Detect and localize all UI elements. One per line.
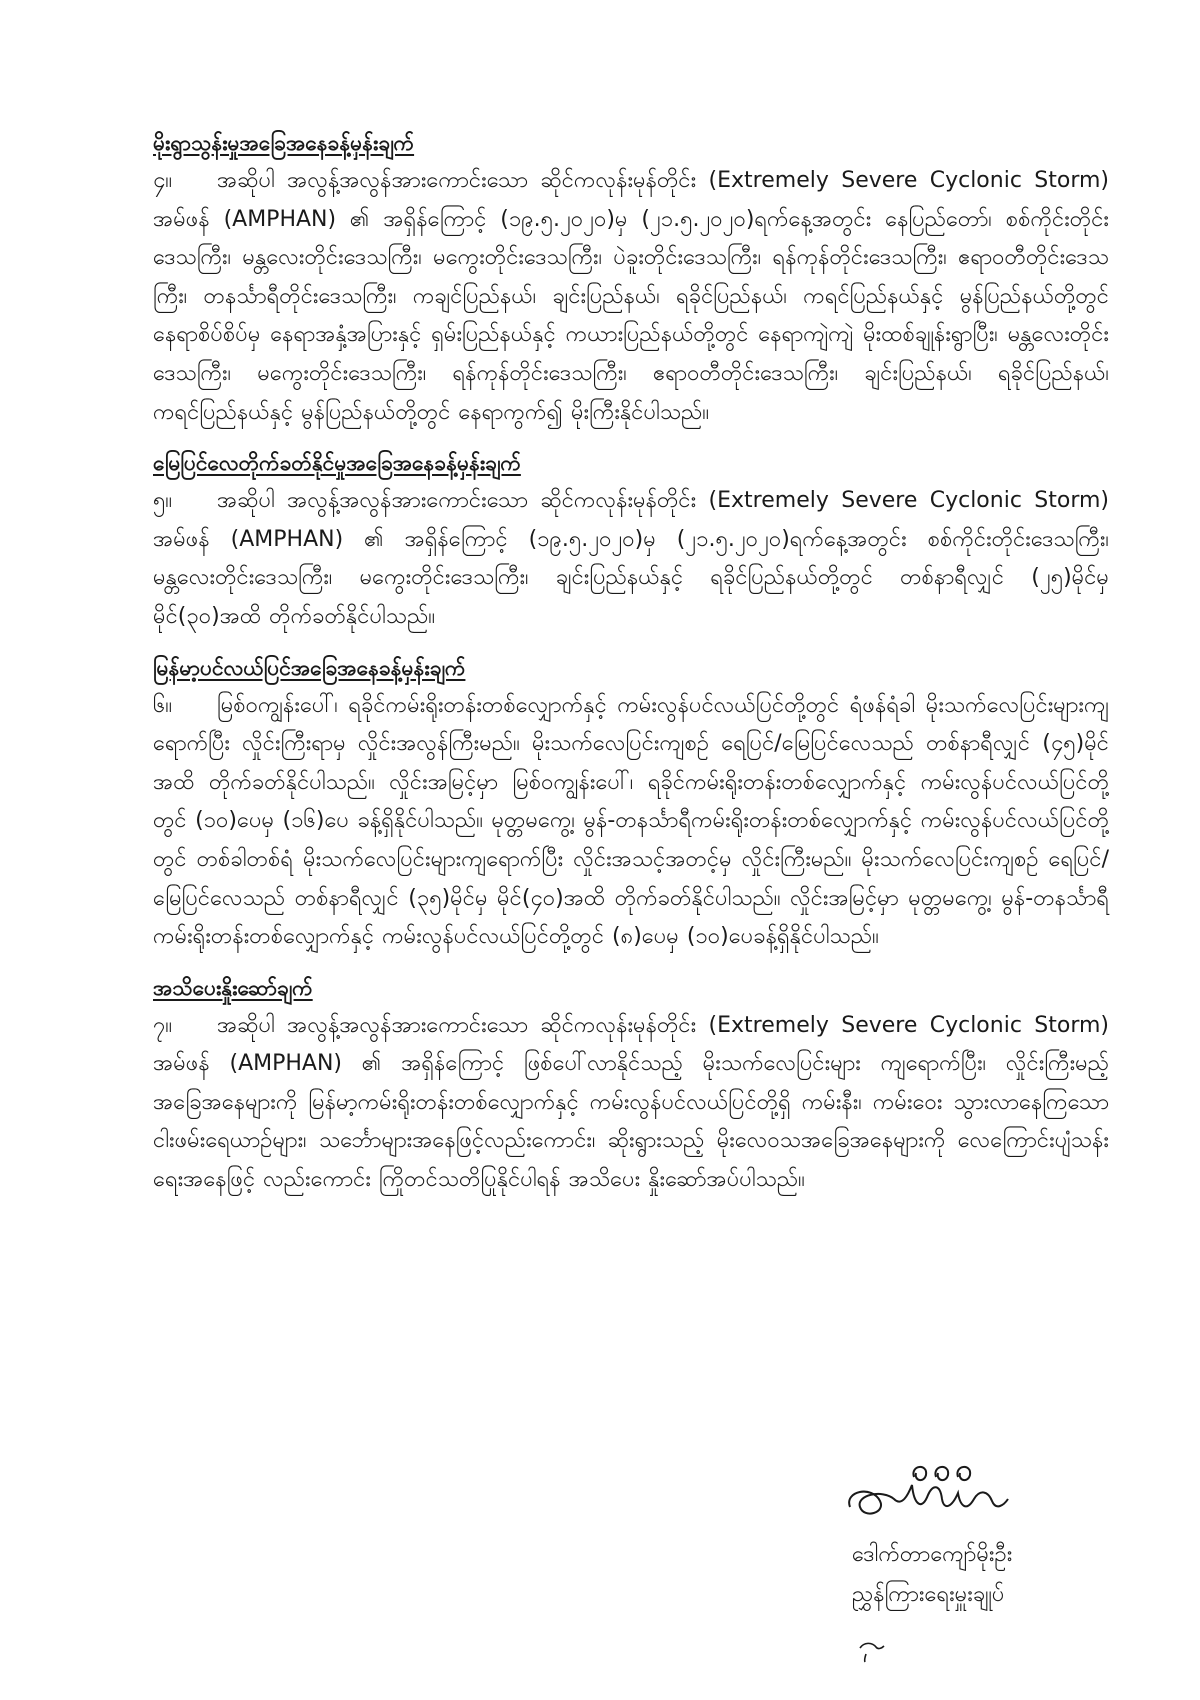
section-surface-wind xyxy=(153,448,1109,636)
section-heading-rainfall: မိုးရွာသွန်းမှုအခြေအနေခန့်မှန်းချက် xyxy=(153,131,415,155)
paragraph-number: ၆။ xyxy=(153,692,173,718)
section-heading-warning: အသိပေးနှိုးဆော်ချက် xyxy=(153,975,313,1000)
paragraph-number: ၄။ xyxy=(153,168,173,193)
paragraph-4 xyxy=(153,162,1109,432)
paragraph-text: မြစ်ဝကျွန်းပေါ်၊ ရခိုင်ကမ်းရိုးတန်းတစ်လျှောက်နှင့် ကမ်းလွန်ပင်လယ်ပြင်တို့တွင် ရံဖန်ရံခါ မိုးသက်လေပြင်းများကျရောက်ပြီး လှိုင်းကြီးရာမှ လှိုင်းအလွန်ကြီးမည်။ မိုးသက်လေပြင်းကျစဉ် ရေပြင်/မြေပြင်လေသည် တစ်နာရီလျှင် (၄၅)မိုင်အထိ တိုက်ခတ်နိုင်ပါသည်။ လှိုင်းအမြင့်မှာ မြစ်ဝကျွန်းပေါ်၊ ရခိုင်ကမ်းရိုးတန်းတစ်လျှောက်နှင့် ကမ်းလွန်ပင်လယ်ပြင်တို့တွင် (၁၀)ပေမှ (၁၆)ပေ ခန့်ရှိနိုင်ပါသည်။ မုတ္တမကွေ့၊ မွန်-တနင်္သာရီကမ်းရိုးတန်းတစ်လျှောက်နှင့် ကမ်းလွန်ပင်လယ်ပြင်တို့တွင် တစ်ခါတစ်ရံ မိုးသက်လေပြင်းများကျရောက်ပြီး လှိုင်းအသင့်အတင့်မှ လှိုင်းကြီးမည်။ မိုးသက်လေပြင်းကျစဉ် ရေပြင်/မြေပြင်လေသည် တစ်နာရီလျှင် (၃၅)မိုင်မှ မိုင်(၄၀)အထိ တိုက်ခတ်နိုင်ပါသည်။ လှိုင်းအမြင့်မှာ မုတ္တမကွေ့၊ မွန်-တနင်္သာရီကမ်းရိုးတန်းတစ်လျှောက်နှင့် ကမ်းလွန်ပင်လယ်ပြင်တို့တွင် (၈)ပေမှ (၁၀)ပေခန့်ရှိနိုင်ပါသည်။ xyxy=(153,692,1109,950)
paragraph-text: အဆိုပါ အလွန့်အလွန်အားကောင်းသော ဆိုင်ကလုန်းမုန်တိုင်း (Extremely Severe Cyclonic Storm) အမ်ဖန် (AMPHAN) ၏ အရှိန်ကြောင့် ဖြစ်ပေါ်လာနိုင်သည့် မိုးသက်လေပြင်းများ ကျရောက်ပြီး၊ လှိုင်းကြီးမည့် အခြေအနေများကို မြန်မာ့ကမ်းရိုးတန်းတစ်လျှောက်နှင့် ကမ်းလွန်ပင်လယ်ပြင်တို့ရှိ ကမ်းနီး၊ ကမ်းဝေး သွားလာနေကြသော ငါးဖမ်းရေယာဉ်များ၊ သင်္ဘောများအနေဖြင့်လည်းကောင်း၊ ဆိုးရွားသည့် မိုးလေဝသအခြေအနေများကို လေကြောင်းပျံသန်းရေးအနေဖြင့် လည်းကောင်း ကြိုတင်သတိပြုနိုင်ပါရန် အသိပေး နှိုးဆော်အပ်ပါသည်။ xyxy=(153,1012,1109,1193)
paragraph-number: ၇။ xyxy=(153,1012,173,1038)
paragraph-7 xyxy=(153,1007,1109,1200)
initial-mark xyxy=(856,1638,886,1664)
section-heading-surface-wind: မြေပြင်လေတိုက်ခတ်နိုင်မှုအခြေအနေခန့်မှန်းချက် xyxy=(153,451,521,476)
paragraph-text: အဆိုပါ အလွန့်အလွန်အားကောင်းသော ဆိုင်ကလုန်းမုန်တိုင်း (Extremely Severe Cyclonic Storm) အမ်ဖန် (AMPHAN) ၏ အရှိန်ကြောင့် (၁၉.၅.၂၀၂၀)မှ (၂၁.၅.၂၀၂၀)ရက်နေ့အတွင်း နေပြည်တော်၊ စစ်ကိုင်းတိုင်းဒေသကြီး၊ မန္တလေးတိုင်းဒေသကြီး၊ မကွေးတိုင်းဒေသကြီး၊ ပဲခူးတိုင်းဒေသကြီး၊ ရန်ကုန်တိုင်းဒေသကြီး၊ ဧရာဝတီတိုင်းဒေသကြီး၊ တနင်္သာရီတိုင်းဒေသကြီး၊ ကချင်ပြည်နယ်၊ ချင်းပြည်နယ်၊ ရခိုင်ပြည်နယ်၊ ကရင်ပြည်နယ်နှင့် မွန်ပြည်နယ်တို့တွင် နေရာစိပ်စိပ်မှ နေရာအနှံ့အပြားနှင့် ရှမ်းပြည်နယ်နှင့် ကယားပြည်နယ်တို့တွင် နေရာကျဲကျဲ မိုးထစ်ချုန်းရွာပြီး၊ မန္တလေးတိုင်းဒေသကြီး၊ မကွေးတိုင်းဒေသကြီး၊ ရန်ကုန်တိုင်းဒေသကြီး၊ ဧရာဝတီတိုင်းဒေသကြီး၊ ချင်းပြည်နယ်၊ ရခိုင်ပြည်နယ်၊ ကရင်ပြည်နယ်နှင့် မွန်ပြည်နယ်တို့တွင် နေရာကွက်၍ မိုးကြီးနိုင်ပါသည်။ xyxy=(153,168,1109,425)
handwritten-signature xyxy=(842,1455,1012,1535)
section-warning xyxy=(153,973,1109,1200)
paragraph-6 xyxy=(153,687,1109,957)
section-sea-condition xyxy=(153,653,1109,957)
signatory-title: ညွှန်ကြားရေးမှူးချုပ် xyxy=(852,1582,1005,1607)
document-body xyxy=(153,128,1109,1216)
section-heading-sea-condition: မြန်မာ့ပင်လယ်ပြင်အခြေအနေခန့်မှန်းချက် xyxy=(153,655,466,680)
signatory-name: ဒေါက်တာကျော်မိုးဦး xyxy=(852,1542,1013,1567)
paragraph-5 xyxy=(153,482,1109,636)
paragraph-number: ၅။ xyxy=(153,488,173,514)
section-rainfall xyxy=(153,128,1109,432)
paragraph-text: အဆိုပါ အလွန့်အလွန်အားကောင်းသော ဆိုင်ကလုန်းမုန်တိုင်း (Extremely Severe Cyclonic Storm) အမ်ဖန် (AMPHAN) ၏ အရှိန်ကြောင့် (၁၉.၅.၂၀၂၀)မှ (၂၁.၅.၂၀၂၀)ရက်နေ့အတွင်း စစ်ကိုင်းတိုင်းဒေသကြီး၊ မန္တလေးတိုင်းဒေသကြီး၊ မကွေးတိုင်းဒေသကြီး၊ ချင်းပြည်နယ်နှင့် ရခိုင်ပြည်နယ်တို့တွင် တစ်နာရီလျှင် (၂၅)မိုင်မှ မိုင်(၃၀)အထိ တိုက်ခတ်နိုင်ပါသည်။ xyxy=(153,488,1109,629)
signature-block xyxy=(852,1535,1182,1615)
